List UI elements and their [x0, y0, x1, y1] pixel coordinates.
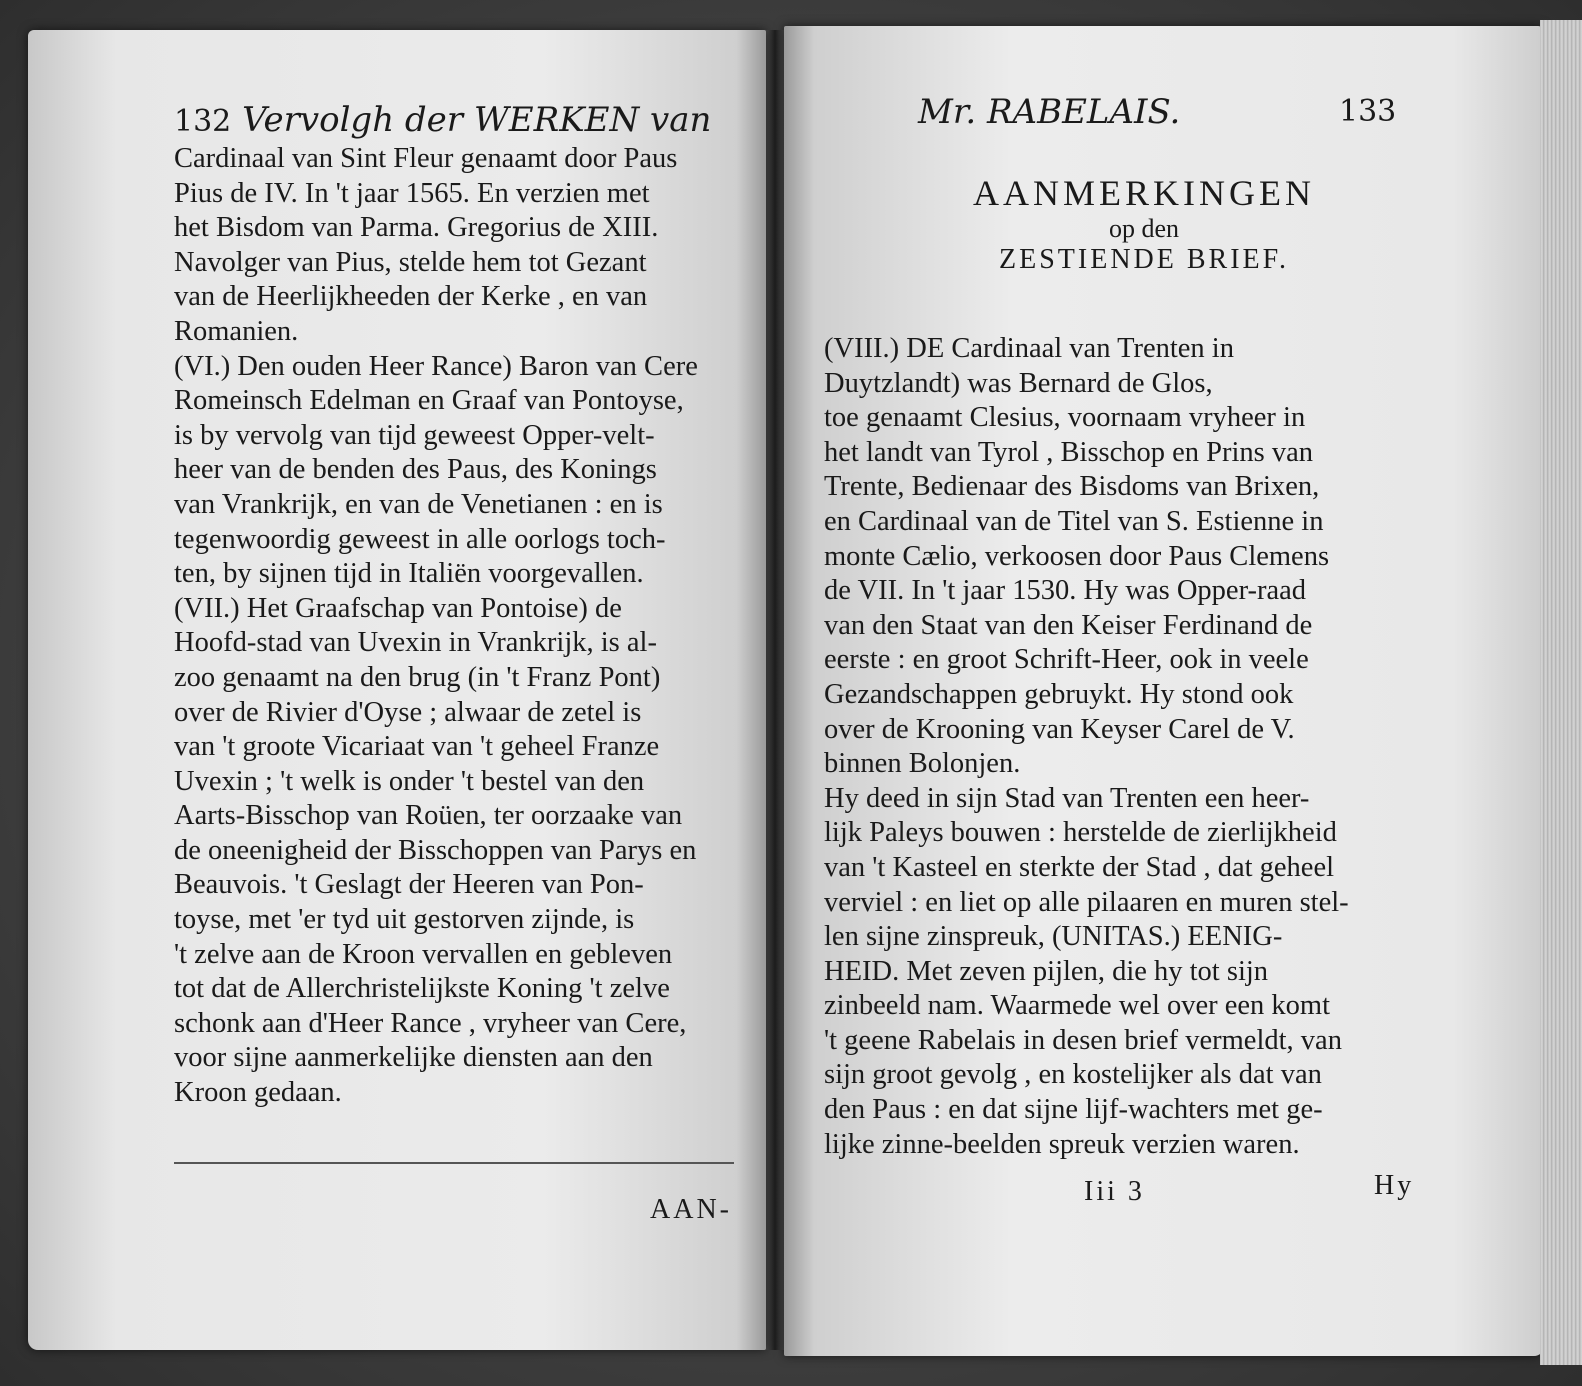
- text-line: monte Cælio, verkoosen door Paus Clemens: [824, 540, 1330, 572]
- text-line: eerste : en groot Schrift-Heer, ook in veele: [824, 644, 1309, 676]
- text-line: de oneenigheid der Bisschoppen van Parys en: [174, 834, 697, 866]
- text-line: Uvexin ; 't welk is onder 't bestel van den: [174, 765, 645, 797]
- text-line: sijn groot gevolg , en kostelijker als dat van: [824, 1059, 1322, 1091]
- text-line: Hoofd-stad van Uvexin in Vrankrijk, is al-: [174, 627, 657, 659]
- text-line: Gezandschappen gebruykt. Hy stond ook: [824, 678, 1294, 710]
- text-line: zoo genaamt na den brug (in 't Franz Pont): [174, 661, 661, 693]
- text-line: Pius de IV. In 't jaar 1565. En verzien met: [174, 177, 650, 209]
- heading-aanmerkingen: AANMERKINGEN: [973, 173, 1315, 213]
- left-running-head: [174, 100, 711, 140]
- page-edges: [1540, 20, 1582, 1365]
- text-line: 't geene Rabelais in desen brief vermeldt, van: [824, 1024, 1342, 1056]
- text-line: 't zelve aan de Kroon vervallen en gebleven: [174, 938, 673, 970]
- text-line: Trente, Bedienaar des Bisdoms van Brixen,: [824, 471, 1320, 503]
- text-line: het Bisdom van Parma. Gregorius de XIII.: [174, 212, 659, 244]
- text-line: is by vervolg van tijd geweest Opper-velt-: [174, 419, 655, 451]
- text-line: van 't groote Vicariaat van 't geheel Franze: [174, 731, 660, 763]
- text-line: (VIII.) DE Cardinaal van Trenten in: [824, 333, 1234, 364]
- text-line: en Cardinaal van de Titel van S. Estienne in: [824, 505, 1324, 537]
- text-line: heer van de benden des Paus, des Konings: [174, 454, 657, 486]
- text-line: over de Rivier d'Oyse ; alwaar de zetel is: [174, 696, 642, 728]
- text-line: Aarts-Bisschop van Roüen, ter oorzaake van: [174, 800, 683, 832]
- text-line: Romanien.: [174, 315, 299, 347]
- left-body-text: [174, 142, 754, 1111]
- text-line: Beauvois. 't Geslagt der Heeren van Pon-: [174, 869, 644, 901]
- text-line: schonk aan d'Heer Rance , vryheer van Cere,: [174, 1007, 687, 1039]
- text-line: tot dat de Allerchristelijkste Koning 't zelve: [174, 973, 670, 1005]
- text-line: HEID. Met zeven pijlen, die hy tot sijn: [824, 955, 1269, 987]
- left-page-number: 132: [174, 104, 232, 139]
- right-body-text: [824, 332, 1474, 1162]
- heading-zestiende-brief: ZESTIENDE BRIEF.: [999, 244, 1289, 275]
- text-line: lijke zinne-beelden spreuk verzien waren.: [824, 1128, 1300, 1160]
- section-heading: [844, 172, 1444, 276]
- right-page: [784, 26, 1544, 1356]
- text-line: binnen Bolonjen.: [824, 748, 1021, 780]
- text-line: lijk Paleys bouwen : herstelde de zierlijkheid: [824, 817, 1337, 849]
- text-line: Duytzlandt) was Bernard de Glos,: [824, 367, 1213, 399]
- text-line: Navolger van Pius, stelde hem tot Gezant: [174, 246, 647, 278]
- text-line: tegenwoordig geweest in alle oorlogs toch-: [174, 523, 666, 555]
- text-line: den Paus : en dat sijne lijf-wachters met ge-: [824, 1094, 1323, 1126]
- right-running-title: Mr. RABELAIS.: [918, 92, 1181, 132]
- text-line: Cardinaal van Sint Fleur genaamt door Paus: [174, 143, 678, 174]
- text-line: Romeinsch Edelman en Graaf van Pontoyse,: [174, 385, 684, 417]
- left-catchword: AAN-: [650, 1194, 732, 1225]
- footer-rule: [174, 1162, 734, 1164]
- text-line: len sijne zinspreuk, (UNITAS.) EENIG-: [824, 921, 1283, 953]
- text-line: Kroon gedaan.: [174, 1077, 342, 1109]
- text-line: (VI.) Den ouden Heer Rance) Baron van Cere: [174, 350, 698, 382]
- text-line: van Vrankrijk, en van de Venetianen : en is: [174, 488, 663, 520]
- text-line: zinbeeld nam. Waarmede wel over een komt: [824, 990, 1331, 1022]
- text-line: toe genaamt Clesius, voornaam vryheer in: [824, 402, 1306, 434]
- left-page: [28, 30, 766, 1350]
- heading-op-den: op den: [1108, 214, 1180, 243]
- left-running-title: Vervolgh der WERKEN van: [242, 100, 712, 140]
- text-line: het landt van Tyrol , Bisschop en Prins van: [824, 436, 1314, 468]
- text-line: van 't Kasteel en sterkte der Stad , dat geheel: [824, 851, 1335, 883]
- text-line: de VII. In 't jaar 1530. Hy was Opper-raad: [824, 575, 1307, 607]
- right-catchword: Hy: [1374, 1170, 1415, 1201]
- text-line: over de Krooning van Keyser Carel de V.: [824, 713, 1295, 745]
- text-line: Hy deed in sijn Stad van Trenten een heer-: [824, 782, 1310, 814]
- text-line: van den Staat van den Keiser Ferdinand de: [824, 609, 1313, 641]
- text-line: (VII.) Het Graafschap van Pontoise) de: [174, 592, 622, 624]
- text-line: voor sijne aanmerkelijke diensten aan den: [174, 1042, 653, 1074]
- signature-mark: Iii 3: [1084, 1176, 1145, 1207]
- text-line: ten, by sijnen tijd in Italiën voorgevallen.: [174, 558, 644, 590]
- text-line: toyse, met 'er tyd uit gestorven zijnde, is: [174, 904, 635, 936]
- right-page-number: 133: [1339, 94, 1397, 129]
- text-line: van de Heerlijkheeden der Kerke , en van: [174, 281, 648, 313]
- text-line: verviel : en liet op alle pilaaren en muren stel-: [824, 886, 1349, 918]
